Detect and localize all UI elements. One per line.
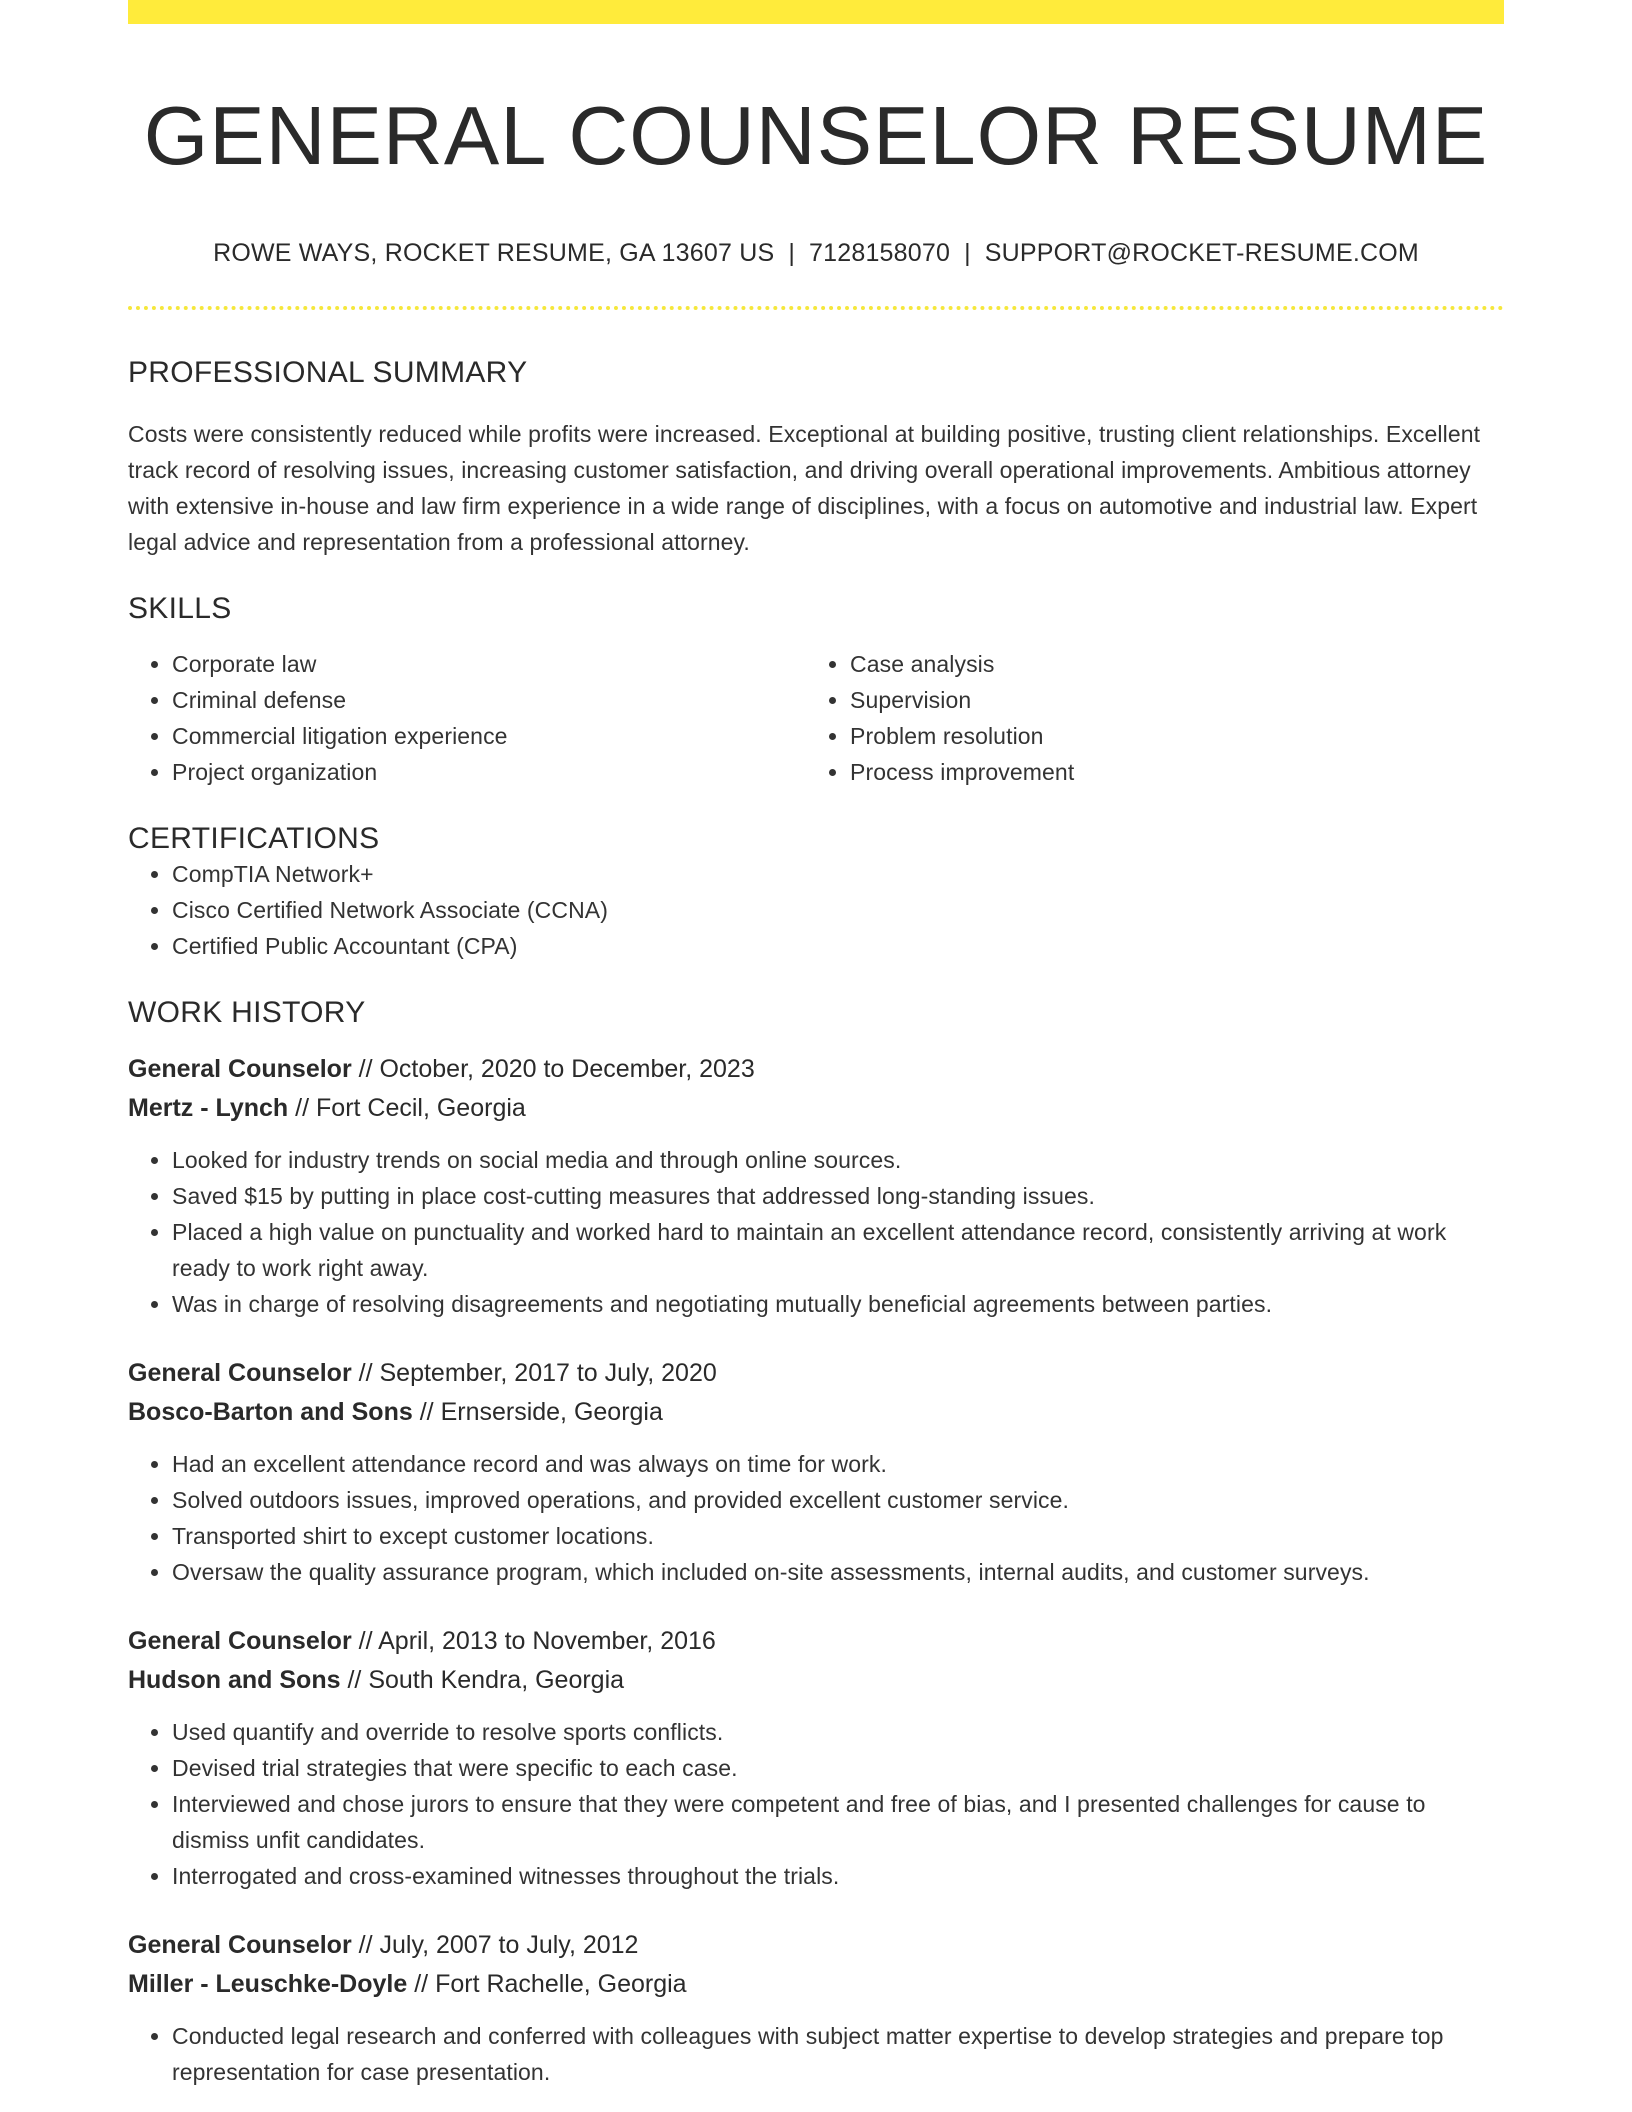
- job-title-line: [128, 1354, 1504, 1393]
- list-item: • Project organization: [172, 754, 806, 790]
- list-item: • Oversaw the quality assurance program, which included on-site assessments, internal audits, and customer surveys.: [172, 1554, 1504, 1590]
- list-item: • Problem resolution: [850, 718, 1484, 754]
- list-item: • Criminal defense: [172, 682, 806, 718]
- list-item: • Devised trial strategies that were specific to each case.: [172, 1750, 1504, 1786]
- job-title-line: [128, 1926, 1504, 1965]
- connector: //: [419, 1398, 434, 1427]
- list-item: • Saved $15 by putting in place cost-cutting measures that addressed long-standing issues.: [172, 1178, 1504, 1214]
- connector: //: [414, 1970, 429, 1999]
- job-location: Ernserside, Georgia: [440, 1398, 663, 1427]
- company-name: Bosco-Barton and Sons: [128, 1398, 413, 1427]
- connector: //: [295, 1094, 310, 1123]
- skills-column-left: [128, 646, 806, 790]
- job-dates: September, 2017 to July, 2020: [379, 1359, 717, 1388]
- list-item: • Certified Public Accountant (CPA): [172, 928, 1504, 964]
- job-entry: [128, 1354, 1504, 1590]
- job-list: [128, 1050, 1504, 2090]
- resume-title: GENERAL COUNSELOR RESUME: [143, 89, 1489, 182]
- job-company-line: [128, 1393, 1504, 1432]
- job-title-line: [128, 1050, 1504, 1089]
- work-history-section: [128, 996, 1504, 2090]
- list-item: • Looked for industry trends on social media and through online sources.: [172, 1142, 1504, 1178]
- accent-top-bar: [128, 0, 1504, 24]
- list-item: • Interviewed and chose jurors to ensure that they were competent and free of bias, and I presented challenges for cause to dismiss unfit candidates.: [172, 1786, 1504, 1858]
- job-title: General Counselor: [128, 1359, 352, 1388]
- job-dates: July, 2007 to July, 2012: [379, 1931, 639, 1960]
- job-entry: [128, 1622, 1504, 1894]
- contact-separator: |: [964, 239, 971, 268]
- contact-email[interactable]: SUPPORT@ROCKET-RESUME.COM: [984, 239, 1419, 268]
- contact-line: [128, 239, 1504, 268]
- list-item: • Cisco Certified Network Associate (CCNA): [172, 892, 1504, 928]
- section-heading-skills: SKILLS: [128, 592, 232, 626]
- contact-separator: |: [788, 239, 796, 268]
- list-item: • Supervision: [850, 682, 1484, 718]
- summary-text: Costs were consistently reduced while profits were increased. Exceptional at building positive, trusting client relationships. Excellent track record of resolving issues, increasing customer satisfaction, and driving overall operational improvements. Ambitious attorney with extensive in-house and law firm experience in a wide range of disciplines, with a focus on automotive and industrial law. Expert legal advice and representation from a professional attorney.: [128, 421, 1481, 556]
- job-location: South Kendra, Georgia: [368, 1666, 625, 1695]
- section-heading-certifications: CERTIFICATIONS: [128, 822, 380, 856]
- job-location: Fort Cecil, Georgia: [316, 1094, 526, 1123]
- list-item: • Had an excellent attendance record and was always on time for work.: [172, 1446, 1504, 1482]
- job-entry: [128, 1926, 1504, 2090]
- professional-summary-section: [128, 356, 1504, 560]
- job-title: General Counselor: [128, 1627, 352, 1656]
- company-name: Hudson and Sons: [128, 1666, 341, 1695]
- dotted-divider: [128, 306, 1504, 310]
- certifications-section: [128, 822, 1504, 964]
- job-bullets: [128, 1714, 1504, 1894]
- list-item: • Conducted legal research and conferred with colleagues with subject matter expertise to develop strategies and prepare top representation for case presentation.: [172, 2018, 1504, 2090]
- job-location: Fort Rachelle, Georgia: [435, 1970, 687, 1999]
- job-dates: April, 2013 to November, 2016: [378, 1627, 716, 1656]
- job-company-line: [128, 1965, 1504, 2004]
- list-item: • Case analysis: [850, 646, 1484, 682]
- section-heading-work-history: WORK HISTORY: [128, 996, 366, 1030]
- resume-page: [128, 0, 1504, 2090]
- job-dates: October, 2020 to December, 2023: [379, 1055, 755, 1084]
- job-company-line: [128, 1089, 1504, 1128]
- list-item: • Was in charge of resolving disagreements and negotiating mutually beneficial agreements between parties.: [172, 1286, 1504, 1322]
- job-company-line: [128, 1661, 1504, 1700]
- list-item: • Transported shirt to except customer locations.: [172, 1518, 1504, 1554]
- connector: //: [358, 1931, 373, 1960]
- skills-list-right: [806, 646, 1484, 790]
- job-bullets: [128, 1446, 1504, 1590]
- connector: //: [358, 1627, 373, 1656]
- company-name: Miller - Leuschke-Doyle: [128, 1970, 408, 1999]
- list-item: • Interrogated and cross-examined witnesses throughout the trials.: [172, 1858, 1504, 1894]
- company-name: Mertz - Lynch: [128, 1094, 289, 1123]
- list-item: • Corporate law: [172, 646, 806, 682]
- list-item: • Process improvement: [850, 754, 1484, 790]
- list-item: • CompTIA Network+: [172, 856, 1504, 892]
- certifications-list: [128, 856, 1504, 964]
- section-heading-summary: PROFESSIONAL SUMMARY: [128, 356, 528, 390]
- skills-column-right: [806, 646, 1484, 790]
- skills-section: [128, 592, 1504, 790]
- job-entry: [128, 1050, 1504, 1322]
- job-title: General Counselor: [128, 1055, 352, 1084]
- contact-address: ROWE WAYS, ROCKET RESUME, GA 13607 US: [213, 239, 775, 268]
- job-title: General Counselor: [128, 1931, 352, 1960]
- list-item: • Solved outdoors issues, improved operations, and provided excellent customer service.: [172, 1482, 1504, 1518]
- connector: //: [347, 1666, 362, 1695]
- connector: //: [358, 1359, 373, 1388]
- job-bullets: [128, 2018, 1504, 2090]
- job-title-line: [128, 1622, 1504, 1661]
- contact-phone[interactable]: 7128158070: [809, 239, 951, 268]
- skills-list-left: [128, 646, 806, 790]
- connector: //: [358, 1055, 373, 1084]
- list-item: • Placed a high value on punctuality and worked hard to maintain an excellent attendance record, consistently arriving at work ready to work right away.: [172, 1214, 1504, 1286]
- list-item: • Used quantify and override to resolve sports conflicts.: [172, 1714, 1504, 1750]
- list-item: • Commercial litigation experience: [172, 718, 806, 754]
- job-bullets: [128, 1142, 1504, 1322]
- skills-columns: [128, 646, 1504, 790]
